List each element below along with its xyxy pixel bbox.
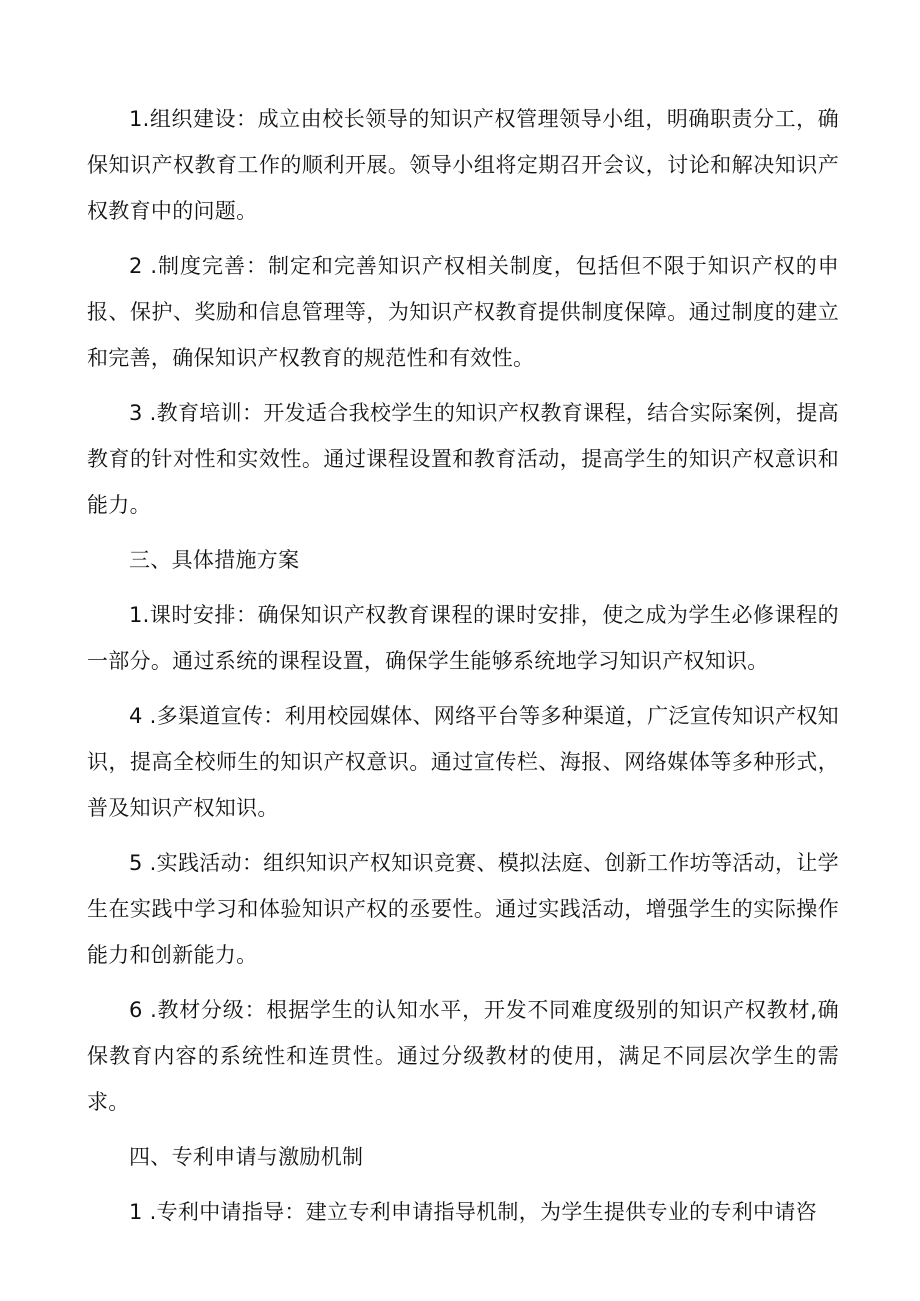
item-text: 制度完善：制定和完善知识产权相关制度，包括但不限于知识产权的申报、保护、奖励和信息管理等，为知识产权教育提供制度保障。通过制度的建立和完善，确保知识产权教育的规范性和有效性。 — [87, 254, 839, 370]
item-number: 5 . — [129, 851, 157, 875]
item-number: 1. — [129, 603, 150, 627]
item-text: 教育培训：开发适合我校学生的知识产权教育课程，结合实际案例，提高教育的针对性和实效性。通过课程设置和教育活动，提高学生的知识产权意识和能力。 — [87, 401, 839, 517]
item-number: 2 . — [129, 254, 158, 278]
section-heading-measures: 三、具体措施方案 — [129, 548, 300, 572]
item-text: 组织建设：成立由校长领导的知识产权管理领导小组，明确职责分工，确保知识产权教育工作的顺利开展。领导小组将定期召开会议，讨论和解决知识产权教育中的问题。 — [87, 107, 839, 223]
item-number: 3 . — [129, 401, 157, 425]
item-text: 专利中请指导：建立专利申请指导机制，为学生提供专业的专利中请咨 — [156, 1200, 817, 1224]
paragraph-org-building — [87, 96, 839, 234]
item-number: 4 . — [129, 704, 157, 728]
item-text: 教材分级：根据学生的认知水平，开发不同难度级别的知识产权教材,确保教育内容的系统性和连贯性。通过分级教材的使用，满足不同层次学生的需求。 — [87, 998, 839, 1114]
item-number: 1 . — [129, 1200, 157, 1224]
item-text: 课时安排：确保知识产权教育课程的课时安排，使之成为学生必修课程的一部分。通过系统的课程设置，确保学生能够系统地学习知识产权知识。 — [87, 603, 839, 673]
paragraph-education-training — [87, 390, 839, 528]
paragraph-class-hours — [87, 592, 839, 684]
paragraph-patent-guidance — [87, 1189, 839, 1235]
item-number: 6 . — [129, 998, 158, 1022]
paragraph-practice-activities — [87, 840, 839, 978]
item-text: 多渠道宣传：利用校园媒体、网络平台等多种渠道，广泛宣传知识产权知识，提高全校师生的知识产权意识。通过宣传栏、海报、网络媒体等多种形式，普及知识产权知识。 — [87, 704, 839, 820]
document-body — [87, 96, 839, 1235]
paragraph-multichannel-promotion — [87, 693, 839, 831]
item-text: 实践活动：组织知识产权知识竞赛、模拟法庭、创新工作坊等活动，让学生在实践中学习和体验知识产权的丞要性。通过实践活动，增强学生的实际操作能力和创新能力。 — [87, 851, 839, 967]
paragraph-textbook-grading — [87, 987, 839, 1125]
section-heading-patent: 四、专利申请与激励机制 — [129, 1145, 364, 1169]
item-number: 1. — [129, 107, 150, 131]
paragraph-system-improvement — [87, 243, 839, 381]
